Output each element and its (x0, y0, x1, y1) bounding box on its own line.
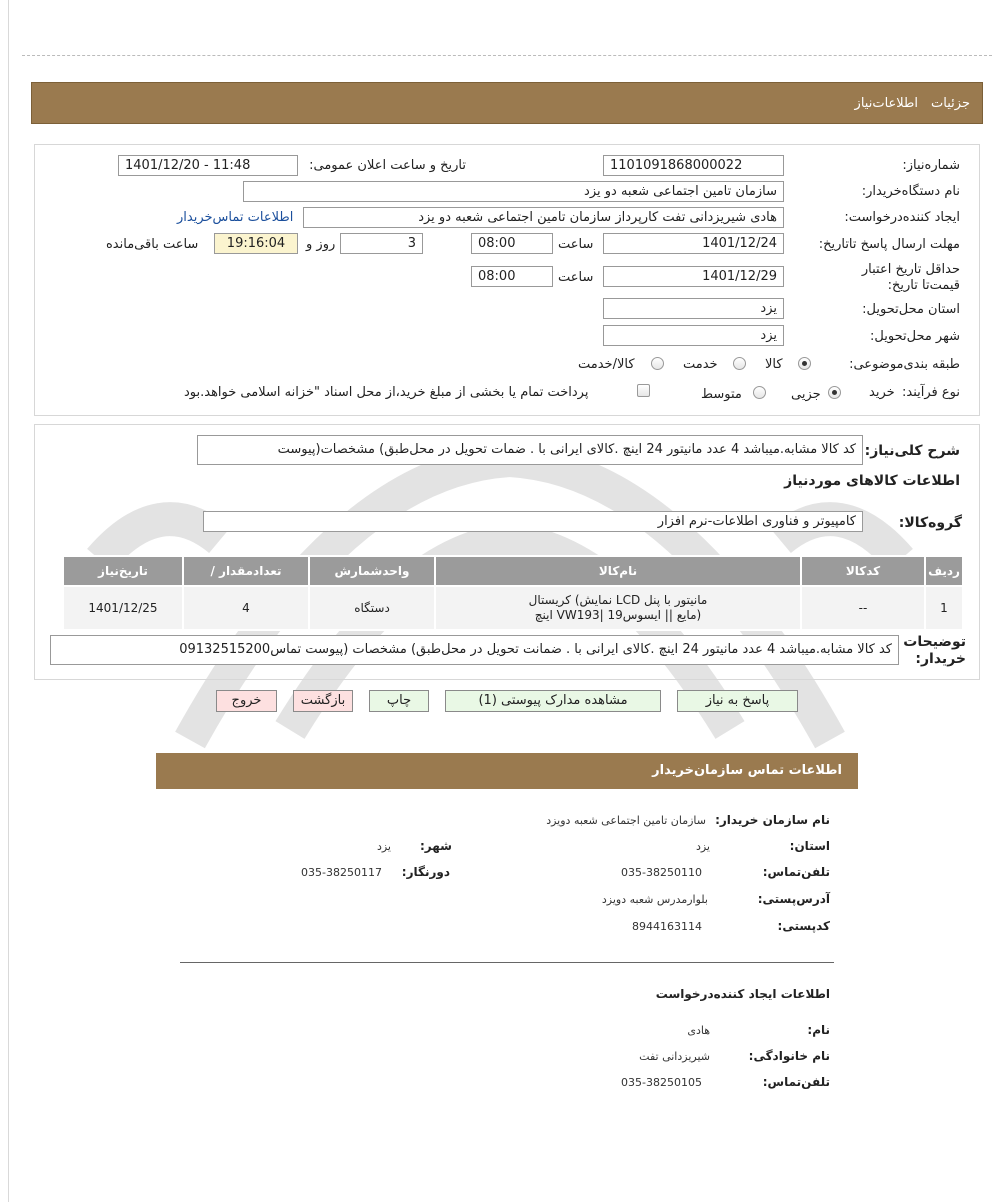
days-field: 3 (340, 233, 423, 254)
fax-label: دورنگار: (401, 865, 450, 879)
exit-button[interactable]: خروج (216, 690, 277, 712)
remaining-label: ساعت باقی‌مانده (106, 237, 199, 252)
category-service-label: خدمت (683, 357, 718, 372)
contact-province-label: استان: (789, 839, 830, 853)
creator-name-value: هادی (687, 1024, 710, 1037)
creator-phone-value: 035-38250105 (621, 1076, 702, 1089)
cell-qty: 4 (183, 586, 309, 630)
fax-value: 035-38250117 (301, 866, 382, 879)
phone-label: تلفن‌تماس: (762, 865, 830, 879)
cell-date: 1401/12/25 (63, 586, 183, 630)
contact-title: اطلاعات تماس سازمان‌خریدار (652, 763, 842, 778)
back-button[interactable]: بازگشت (293, 690, 353, 712)
postal-value: 8944163114 (632, 920, 702, 933)
summary-label: شرح کلی‌نیاز: (864, 443, 960, 459)
category-goods-service-radio[interactable] (651, 357, 664, 370)
creator-field: هادی شیریزدانی تفت کارپرداز سازمان تامین اجتماعی شعبه دو یزد (303, 207, 784, 228)
treasury-payment-checkbox[interactable] (637, 384, 650, 397)
reply-time-label: ساعت (558, 237, 594, 252)
goods-group-label: گروه‌کالا: (898, 515, 962, 531)
province-field: یزد (603, 298, 784, 319)
category-goods-radio[interactable] (798, 357, 811, 370)
contact-city-label: شهر: (420, 839, 452, 853)
process-buy-label: خرید (869, 385, 895, 400)
validity-time-field: 08:00 (471, 266, 553, 287)
table-header-row (63, 556, 963, 586)
tab-need-info[interactable]: اطلاعات‌نیاز (854, 96, 918, 111)
announce-field: 1401/12/20 - 11:48 (118, 155, 298, 176)
col-date: تاریخ‌نیاز (63, 556, 183, 586)
cell-row: 1 (925, 586, 963, 630)
creator-phone-label: تلفن‌تماس: (762, 1075, 830, 1089)
validity-time-label: ساعت (558, 270, 594, 285)
buyer-contact-link[interactable]: اطلاعات تماس‌خریدار (177, 210, 294, 225)
cell-unit: دستگاه (309, 586, 435, 630)
table-row (63, 586, 963, 630)
buyer-org-label: نام دستگاه‌خریدار: (861, 184, 960, 199)
remaining-time-field: 19:16:04 (214, 233, 298, 254)
creator-family-value: شیریزدانی تفت (639, 1050, 710, 1063)
goods-table (62, 555, 964, 631)
frame-border (8, 0, 9, 1202)
reply-button[interactable]: پاسخ به نیاز (677, 690, 798, 712)
col-code: کدکالا (801, 556, 925, 586)
reply-date-field: 1401/12/24 (603, 233, 784, 254)
validity-label: حداقل تاریخ اعتبار قیمت‌تا تاریخ: (861, 262, 960, 293)
org-value: سازمان تامین اجتماعی شعبه دویزد (546, 814, 706, 827)
goods-group-field: کامپیوتر و فناوری اطلاعات-نرم افزار (203, 511, 863, 532)
print-button[interactable]: چاپ (369, 690, 429, 712)
days-label: روز و (306, 237, 336, 252)
page-header (31, 82, 983, 124)
cell-name (435, 586, 801, 630)
contact-province-value: یزد (695, 840, 710, 853)
need-number-field: 1101091868000022 (603, 155, 784, 176)
section-divider (180, 962, 834, 963)
category-goods-label: کالا (765, 357, 783, 372)
city-label: شهر محل‌تحویل: (870, 329, 960, 344)
city-field: یزد (603, 325, 784, 346)
reply-time-field: 08:00 (471, 233, 553, 254)
cell-name-line1: مانیتور با پنل LCD نمایش) کریستال (528, 593, 708, 607)
need-number-label: شماره‌نیاز: (902, 158, 960, 173)
buyer-org-field: سازمان تامین اجتماعی شعبه دو یزد (243, 181, 784, 202)
process-label: نوع فرآیند: (902, 385, 960, 400)
top-divider (22, 55, 992, 56)
category-label: طبقه بندی‌موضوعی: (849, 357, 960, 372)
contact-city-value: یزد (376, 840, 391, 853)
category-service-radio[interactable] (733, 357, 746, 370)
summary-field: کد کالا مشابه.میباشد 4 عدد مانیتور 24 اینچ .کالای ایرانی با . ضمات تحویل در محل‌طبق) مشخصات(پیوست (197, 435, 863, 465)
phone-value: 035-38250110 (621, 866, 702, 879)
view-attachments-button[interactable]: مشاهده مدارک پیوستی (1) (445, 690, 661, 712)
process-minor-label: جزیی (791, 387, 821, 402)
address-value: بلوارمدرس شعبه دویزد (601, 893, 708, 906)
process-minor-radio[interactable] (828, 386, 841, 399)
postal-label: کد‌پستی: (777, 919, 830, 933)
buyer-notes-field: کد کالا مشابه.میباشد 4 عدد مانیتور 24 اینچ .کالای ایرانی با . ضمانت تحویل در محل‌طبق) مشخصات (پیوست تماس09132515200 (50, 635, 899, 665)
announce-label: تاریخ و ساعت اعلان عمومی: (309, 158, 466, 173)
col-qty: تعدادمقدار / (183, 556, 309, 586)
contact-header (156, 753, 858, 789)
creator-label: ایجاد کننده‌درخواست: (844, 210, 960, 225)
reply-deadline-label: مهلت ارسال پاسخ تا‌تاریخ: (818, 237, 960, 252)
col-unit: واحدشمارش (309, 556, 435, 586)
goods-info-title: اطلاعات کالاهای موردنیاز (784, 473, 960, 489)
treasury-payment-label: پرداخت تمام یا بخشی از مبلغ خرید،از محل اسناد "خزانه اسلامی خواهد.بود (184, 385, 589, 400)
creator-name-label: نام: (807, 1023, 830, 1037)
cell-code: -- (801, 586, 925, 630)
province-label: استان محل‌تحویل: (862, 302, 960, 317)
org-label: نام سازمان خریدار: (715, 813, 830, 827)
buyer-notes-label: توضیحات خریدار: (903, 634, 966, 667)
cell-name-line2: (مایع || ایسوس19 |VW193 اینچ (534, 608, 702, 622)
tab-details[interactable]: جزئیات (931, 96, 970, 111)
validity-date-field: 1401/12/29 (603, 266, 784, 287)
creator-family-label: نام خانوادگی: (748, 1049, 830, 1063)
col-row: ردیف (925, 556, 963, 586)
address-label: آدرس‌پستی: (757, 892, 830, 906)
process-medium-radio[interactable] (753, 386, 766, 399)
process-medium-label: متوسط (701, 387, 742, 402)
creator-info-title: اطلاعات ایجاد کننده‌درخواست (655, 987, 830, 1001)
col-name: نام‌کالا (435, 556, 801, 586)
category-goods-service-label: کالا/خدمت (578, 357, 635, 372)
